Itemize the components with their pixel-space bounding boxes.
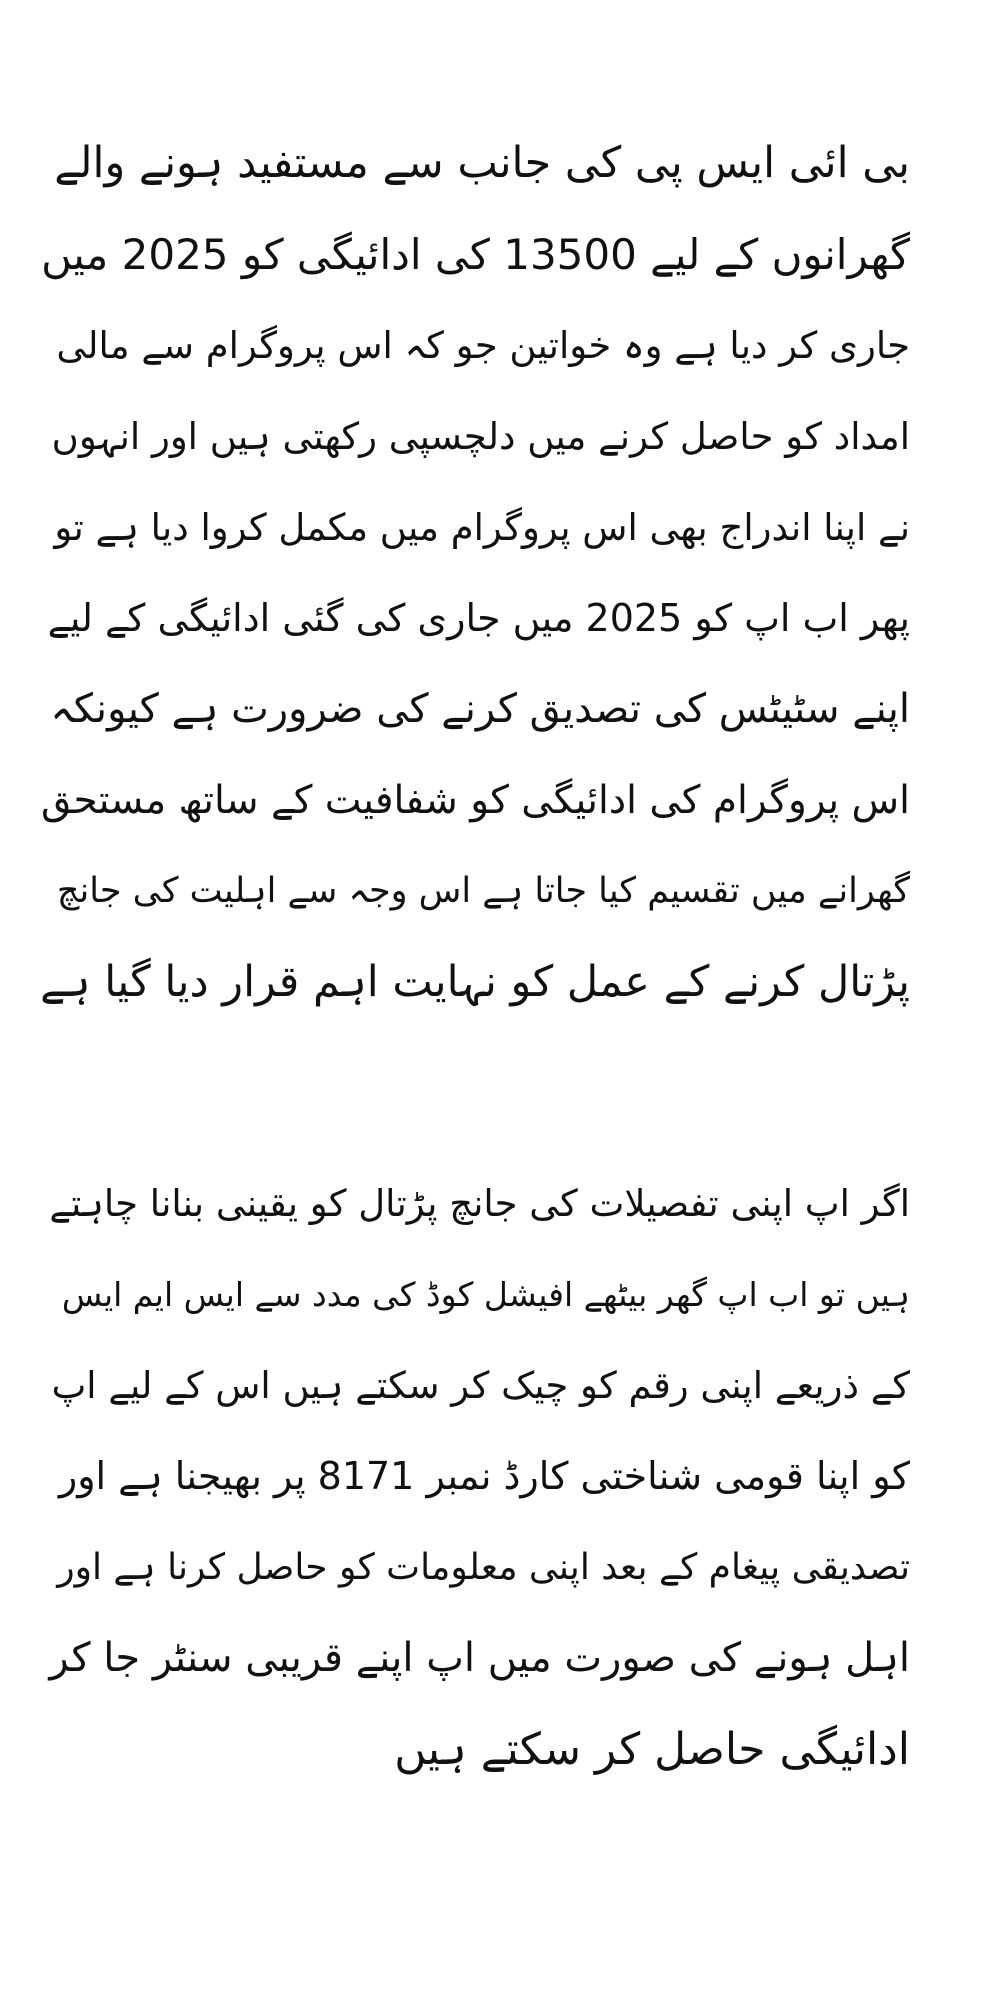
- paragraph-line: پھر اب اپ کو 2025 میں جاری کی گئی ادائیگی کے لیے: [47, 596, 910, 640]
- paragraph-line: پڑتال کرنے کے عمل کو نہایت اہم قرار دیا گیا ہے: [40, 957, 910, 1007]
- paragraph-line: بی ائی ایس پی کی جانب سے مستفید ہونے والے: [54, 138, 910, 188]
- paragraph-sms-check: [40, 1158, 910, 1795]
- paragraph-line: گھرانوں کے لیے 13500 کی ادائیگی کو 2025 میں: [41, 230, 910, 279]
- paragraph-line: تصدیقی پیغام کے بعد اپنی معلومات کو حاصل کرنا ہے اور: [57, 1547, 910, 1588]
- paragraph-line: ہیں تو اب اپ گھر بیٹھے افیشل کوڈ کی مدد سے ایس ایم ایس: [61, 1275, 910, 1314]
- paragraph-line: اہل ہونے کی صورت میں اپ اپنے قریبی سنٹر جا کر: [49, 1635, 910, 1681]
- paragraph-line: نے اپنا اندراج بھی اس پروگرام میں مکمل کروا دیا ہے تو: [54, 506, 910, 549]
- paragraph-line: ادائیگی حاصل کر سکتے ہیں: [394, 1724, 910, 1775]
- paragraph-line: اپنے سٹیٹس کی تصدیق کرنے کی ضرورت ہے کیونکہ: [50, 686, 910, 732]
- paragraph-line: جاری کر دیا ہے وہ خواتین جو کہ اس پروگرام سے مالی: [56, 324, 910, 367]
- paragraph-line: گھرانے میں تقسیم کیا جاتا ہے اس وجہ سے اہلیت کی جانچ: [56, 871, 910, 911]
- paragraph-line: کو اپنا قومی شناختی کارڈ نمبر 8171 پر بھیجنا ہے اور: [58, 1454, 910, 1498]
- paragraph-line: اگر اپ اپنی تفصیلات کی جانچ پڑتال کو یقینی بنانا چاہتے: [49, 1182, 910, 1225]
- paragraph-line: امداد کو حاصل کرنے میں دلچسپی رکھتی ہیں اور انہوں: [51, 415, 910, 458]
- paragraph-line: اس پروگرام کی ادائیگی کو شفافیت کے ساتھ مستحق: [40, 778, 910, 823]
- paragraph-bisp-payment: [40, 118, 910, 1028]
- paragraph-line: کے ذریعے اپنی رقم کو چیک کر سکتے ہیں اس کے لیے اپ: [51, 1364, 910, 1407]
